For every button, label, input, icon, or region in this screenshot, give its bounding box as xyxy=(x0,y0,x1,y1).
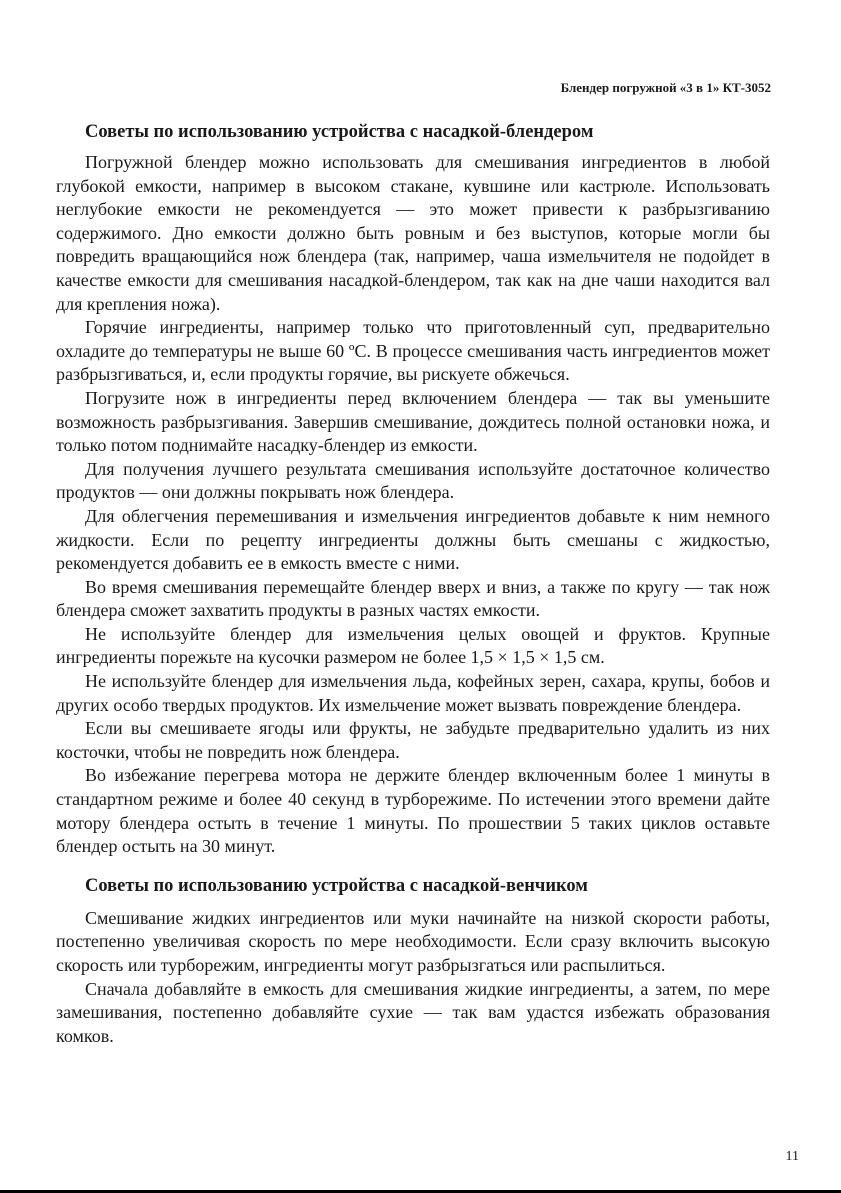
section-title-blender: Советы по использованию устройства с насадкой-блендером xyxy=(85,122,594,142)
page-content xyxy=(56,121,770,1048)
paragraph: Для облегчения перемешивания и измельчения ингредиентов добавьте к ним немного жидкости. Если по рецепту ингредиенты должны быть смешаны с жидкостью, рекомендуется добавить ее в емкость вместе с ними. xyxy=(56,505,770,574)
paragraph: Не используйте блендер для измельчения льда, кофейных зерен, сахара, крупы, бобов и других особо твердых продуктов. Их измельчение может вызвать повреждение блендера. xyxy=(56,671,770,715)
running-header: Блендер погружной «3 в 1» КТ-3052 xyxy=(560,80,771,95)
paragraph: Погрузите нож в ингредиенты перед включением блендера — так вы уменьшите возможность разбрызгивания. Завершив смешивание, дождитесь полной остановки ножа, и только потом поднимайте насадку-блендер из емкости. xyxy=(56,387,770,456)
page-number: 11 xyxy=(785,1149,799,1164)
paragraph: Если вы смешиваете ягоды или фрукты, не забудьте предварительно удалить из них косточки, чтобы не повредить нож блендера. xyxy=(56,718,770,762)
paragraph: Во время смешивания перемещайте блендер вверх и вниз, а также по кругу — так нож блендера сможет захватить продукты в разных частях емкости. xyxy=(56,576,770,621)
paragraph: Для получения лучшего результата смешивания используйте достаточное количество продуктов — они должны покрывать нож блендера. xyxy=(56,458,770,503)
section-title-whisk: Советы по использованию устройства с насадкой-венчиком xyxy=(85,875,588,896)
paragraph: Во избежание перегрева мотора не держите блендер включенным более 1 минуты в стандартном режиме и более 40 секунд в турборежиме. По истечении этого времени дайте мотору блендера остыть в течение 1 минуты. По прошествии 5 таких циклов оставьте блендер остыть на 30 минут. xyxy=(56,765,770,857)
paragraph: Сначала добавляйте в емкость для смешивания жидкие ингредиенты, а затем, по мере замешивания, постепенно добавляйте сухие — так вам удастся избежать образования комков. xyxy=(56,978,770,1046)
paragraph: Не используйте блендер для измельчения целых овощей и фруктов. Крупные ингредиенты порежьте на кусочки размером не более 1,5 × 1,5 × 1,5 см. xyxy=(56,623,770,668)
paragraph: Погружной блендер можно использовать для смешивания ингредиентов в любой глубокой емкости, например в высоком стакане, кувшине или кастрюле. Использовать неглубокие емкости не рекомендуется — это может привести к разбрызгиванию содержимого. Дно емкости должно быть ровным и без выступов, которые могли бы повредить вращающийся нож блендера (так, например, чаша измельчителя не подойдет в качестве емкости для смешивания насадкой-блендером, так как на дне чаши находится вал для крепления ножа). xyxy=(56,152,770,314)
paragraph: Горячие ингредиенты, например только что приготовленный суп, предварительно охладите до температуры не выше 60 ºС. В процессе смешивания часть ингредиентов может разбрызгиваться, и, если продукты горячие, вы рискуете обжечься. xyxy=(56,317,770,385)
paragraph: Смешивание жидких ингредиентов или муки начинайте на низкой скорости работы, постепенно увеличивая скорость по мере необходимости. Если сразу включить высокую скорость или турборежим, ингредиенты могут разбрызгаться или распылиться. xyxy=(56,907,770,975)
